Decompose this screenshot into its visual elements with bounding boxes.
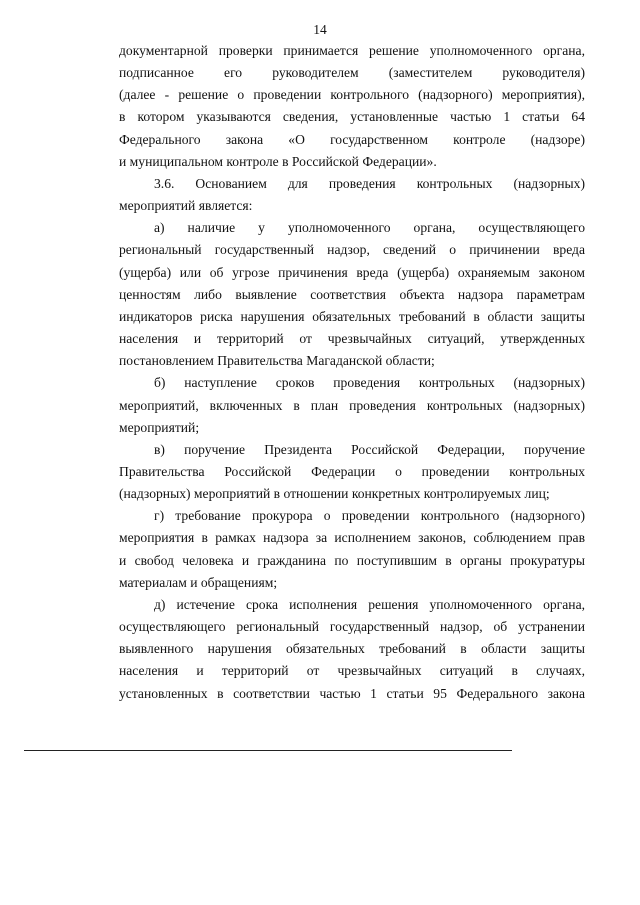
footnote-separator [24, 750, 512, 751]
text-line: мероприятий является: [119, 198, 253, 214]
text-line: и свобод человека и гражданина по поступившим в органы прокуратуры [119, 552, 585, 568]
text-line: материалам и обращениям; [119, 574, 278, 590]
text-line: индикаторов риска нарушения обязательных требований в области защиты [119, 308, 585, 324]
text-line: (надзорных) мероприятий в отношении конкретных контролируемых лиц; [119, 486, 550, 502]
text-line: выявленного нарушения обязательных требований в области защиты [119, 641, 585, 657]
document-body [119, 40, 585, 705]
text-line: и муниципальном контроле в Российской Федерации». [119, 153, 437, 169]
text-line: Правительства Российской Федерации о проведении контрольных [119, 463, 585, 479]
text-line: в котором указываются сведения, установленные частью 1 статьи 64 [119, 109, 585, 125]
text-line: а) наличие у уполномоченного органа, осуществляющего [154, 220, 585, 236]
text-line: населения и территорий от чрезвычайных ситуаций в случаях, [119, 663, 585, 679]
text-line: Федерального закона «О государственном контроле (надзоре) [119, 131, 585, 147]
text-line: мероприятия в рамках надзора за исполнением законов, соблюдением прав [119, 530, 585, 546]
text-line: (ущерба) или об угрозе причинения вреда (ущерба) охраняемым законом [119, 264, 585, 280]
text-line: в) поручение Президента Российской Федерации, поручение [154, 441, 585, 457]
text-line: подписанное его руководителем (заместителем руководителя) [119, 65, 585, 81]
text-line: постановлением Правительства Магаданской области; [119, 353, 435, 369]
text-line: ценностям либо выявление соответствия объекта надзора параметрам [119, 286, 585, 302]
text-line: мероприятий, включенных в план проведения контрольных (надзорных) [119, 397, 585, 413]
text-line: 3.6. Основанием для проведения контрольных (надзорных) [154, 175, 585, 191]
text-line: д) истечение срока исполнения решения уполномоченного органа, [154, 596, 585, 612]
text-line: установленных в соответствии частью 1 статьи 95 Федерального закона [119, 685, 585, 701]
text-line: населения и территорий от чрезвычайных ситуаций, утвержденных [119, 331, 585, 347]
text-line: документарной проверки принимается решение уполномоченного органа, [119, 43, 585, 58]
text-line: мероприятий; [119, 419, 200, 435]
text-line: осуществляющего региональный государственный надзор, об устранении [119, 619, 585, 635]
text-line: б) наступление сроков проведения контрольных (надзорных) [154, 375, 585, 391]
text-line: региональный государственный надзор, сведений о причинении вреда [119, 242, 585, 258]
text-line: г) требование прокурора о проведении контрольного (надзорного) [154, 508, 585, 524]
text-line: (далее - решение о проведении контрольного (надзорного) мероприятия), [119, 87, 585, 103]
page-number: 14 [313, 22, 327, 37]
